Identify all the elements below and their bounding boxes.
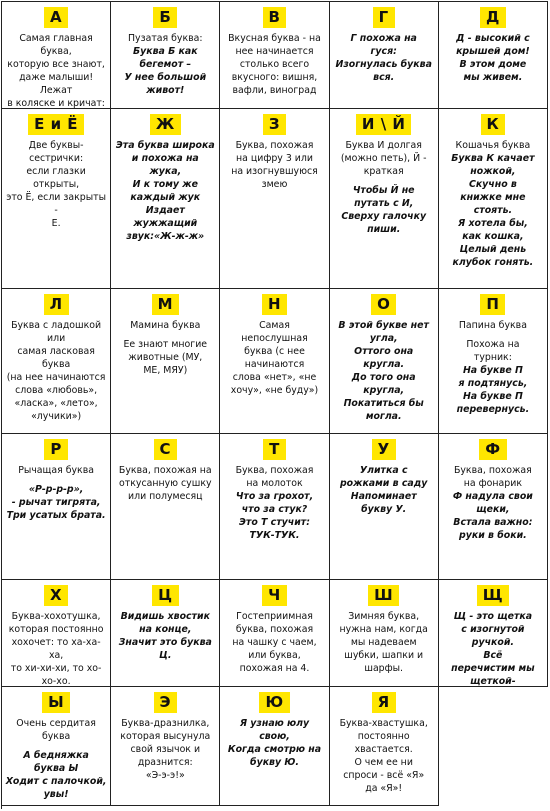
letter-heading: Г [373,7,395,28]
description-text: Похожа на турник: [466,339,520,363]
letter-heading: З [263,114,286,135]
description-text: Буква-хвастушка, постоянно хвастается. О чем ее ни спроси - всё «Я» да «Я»! [339,718,428,794]
letter-cell [439,434,548,580]
letter-cell [220,2,329,109]
letter-cell [220,580,329,687]
poem-text: Видишь хвостик на конце, Значит это буква Ц. [118,611,212,661]
poem-text: На букве П я подтянусь, На букве П перевернусь. [456,365,530,415]
letter-heading: С [154,439,178,460]
poem-text: Улитка с рожками в саду Напоминает букву У. [339,465,428,515]
letter-cell [111,434,220,580]
letter-heading: И \ Й [356,114,412,135]
description-text: Вкусная буква - на нее начинается столько всего вкусного: вишня, вафли, виноград [228,33,321,96]
letter-cell [111,580,220,687]
letter-heading: А [44,7,68,28]
description-text: Буква И долгая (можно петь), Й - краткая [340,140,427,177]
letter-heading: Х [44,585,68,606]
description-text: Самая главная буква, которую все знают, даже малыши! Лежат в коляске и кричат: [7,33,105,109]
letter-cell [220,434,329,580]
letter-cell [111,2,220,109]
poem-text: Ф надула свои щеки, Встала важно: руки в боки. [452,491,533,541]
description-text: Папина буква [458,320,527,331]
description-text: Буква с ладошкой или самая ласковая буква (на нее начинаются слова «любовь», «ласка», «лето», «лучики») [6,320,106,422]
letter-cell [2,580,111,687]
letter-heading: В [263,7,287,28]
poem-text: Буква К качает ножкой, Скучно в книжке мне стоять. Я хотела бы, как кошка, Целый день клубок гонять. [451,153,535,268]
letter-heading: Б [153,7,177,28]
description-text: Буква, похожая на молоток [235,465,314,489]
letter-heading: Ц [152,585,178,606]
letter-cell [111,289,220,434]
poem-text: «Р-р-р-р», - рычат тигрята, Три усатых брата. [6,484,106,521]
alphabet-table [1,1,548,809]
letter-heading: Л [44,294,69,315]
letter-cell [2,434,111,580]
letter-cell [220,289,329,434]
poem-text: Щ - это щетка с изогнутой ручкой. Всё перечистим мы щеткой- [451,611,535,687]
letter-heading: К [481,114,506,135]
description-text: Мамина буква [130,320,201,331]
letter-heading: О [371,294,396,315]
letter-heading: Э [154,692,178,713]
description-text: Буква, похожая на фонарик [453,465,532,489]
letter-heading: Ф [479,439,506,460]
description-text: Самая непослушная буква (с нее начинаются слова «нет», «не хочу», «не буду») [230,320,319,396]
description-text: Гостеприимная буква, похожая на чашку с чаем, или буква, похожая на 4. [232,611,317,674]
letter-heading: Я [372,692,396,713]
description-text: Буква-хохотушка, которая постоянно хохочет: то ха-ха-ха, то хи-хи-хи, то хо- хо-хо. [8,611,104,687]
letter-cell [2,2,111,109]
letter-cell [330,2,439,109]
letter-cell [330,434,439,580]
letter-cell [111,109,220,289]
letter-heading: Ж [150,114,181,135]
letter-cell [220,109,329,289]
description-text: Кошачья буква [455,140,531,151]
description-text: Буква-дразнилка, которая высунула свой язычок и дразнится: «Э-э-э!» [120,718,211,781]
letter-heading: Т [263,439,286,460]
letter-cell [220,687,329,806]
description-text: Ее знают многие животные (МУ, МЕ, МЯУ) [123,339,208,376]
letter-cell [330,289,439,434]
letter-heading: Е и Ё [28,114,84,135]
description-text: Рычащая буква [18,465,94,476]
letter-cell [330,687,439,806]
description-text: Зимняя буква, нужна нам, когда мы надеваем шубки, шапки и шарфы. [339,611,428,674]
poem-text: Чтобы Й не путать с И, Сверху галочку пиши. [341,185,427,235]
description-text: Буква, похожая на цифру 3 или на изогнувшуюся змею [231,140,318,190]
poem-text: Эта буква широка и похожа на жука, И к тому же каждый жук Издает жужжащий звук:«Ж-ж-ж» [115,140,215,242]
letter-heading: У [372,439,396,460]
letter-heading: Д [480,7,506,28]
letter-cell [439,2,548,109]
letter-cell [439,580,548,687]
letter-cell [439,109,548,289]
letter-cell [439,289,548,434]
letter-cell [330,580,439,687]
letter-heading: Ю [259,692,289,713]
poem-text: Я узнаю юлу свою, Когда смотрю на букву Ю. [227,718,322,768]
letter-heading: П [480,294,505,315]
poem-text: Д - высокий с крышей дом! В этом доме мы живем. [456,33,530,83]
letter-heading: Р [44,439,68,460]
letter-cell [2,687,111,806]
letter-heading: М [152,294,179,315]
letter-cell [2,109,111,289]
letter-heading: Ы [42,692,70,713]
poem-text: Г похожа на гуся: Изогнулась буква вся. [335,33,432,83]
poem-text: Что за грохот, что за стук? Это Т стучит: ТУК-ТУК. [235,491,314,541]
letter-heading: Ч [262,585,287,606]
description-text: Очень сердитая буква [16,718,96,742]
poem-text: В этой букве нет угла, Оттого она кругла. До того она кругла, Покатиться бы могла. [338,320,429,422]
letter-heading: Щ [477,585,509,606]
letter-heading: Ш [368,585,399,606]
letter-cell [330,109,439,289]
poem-text: Буква Б как бегемот – У нее большой живот! [124,46,207,96]
description-text: Две буквы-сестрички: если глазки открыты, это Ё, если закрыты - Е. [6,140,106,229]
letter-cell [2,289,111,434]
poem-text: А бедняжка буква Ы Ходит с палочкой, увы! [5,750,107,800]
description-text: Пузатая буква: [128,33,203,44]
description-text: Буква, похожая на откусанную сушку или полумесяц [118,465,212,502]
letter-cell [111,687,220,806]
letter-heading: Н [262,294,287,315]
